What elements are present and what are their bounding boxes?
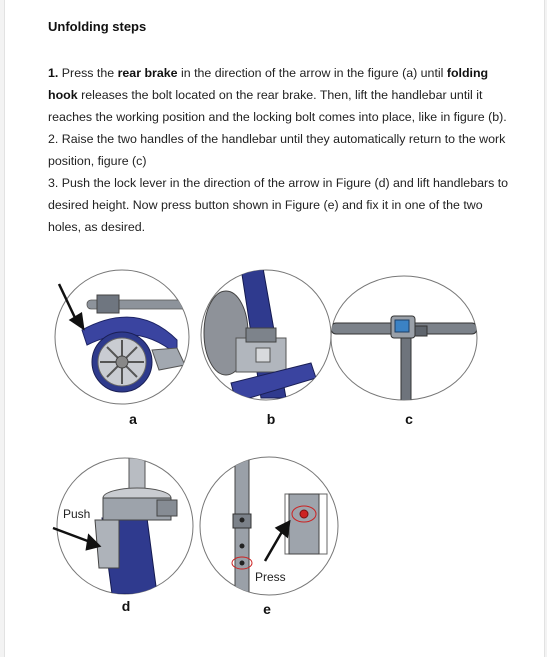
step-2: 2. Raise the two handles of the handlebar until they automatically return to the work position, figure (c) — [48, 132, 506, 168]
figure-b-caption: b — [266, 411, 276, 427]
figure-a-caption: a — [129, 411, 137, 427]
push-label: Push — [63, 507, 91, 521]
step-1 — [48, 62, 510, 128]
figure-a-illustration — [47, 270, 197, 404]
figure-d-illustration — [47, 458, 197, 594]
document-page — [4, 0, 545, 657]
step-1-text-c: releases the bolt located on the rear brake. Then, lift the handlebar until it reaches the working position and the locking bolt comes into place, like in figure (b). — [48, 88, 507, 124]
figure-c-illustration — [331, 276, 477, 400]
figure-e-caption: e — [263, 601, 271, 617]
step-1-text-a: Press the — [61, 66, 115, 80]
folding-hook-term: folding hook — [48, 66, 489, 102]
press-label: Press — [255, 570, 286, 584]
step-3: 3. Push the lock lever in the direction of the arrow in Figure (d) and lift handlebars to desired height. Now press button shown in Figure (e) and fix it in one of the two holes, as desired. — [48, 176, 509, 234]
instructions — [48, 62, 510, 238]
figure-d-caption: d — [121, 598, 131, 614]
page-title: Unfolding steps — [48, 19, 147, 34]
step-1-text-b: in the direction of the arrow in the figure (a) until — [180, 66, 444, 80]
step-1-number: 1. — [48, 66, 59, 80]
figure-b-illustration — [201, 268, 331, 402]
figure-c-caption: c — [405, 411, 413, 427]
rear-brake-term: rear brake — [117, 66, 178, 80]
